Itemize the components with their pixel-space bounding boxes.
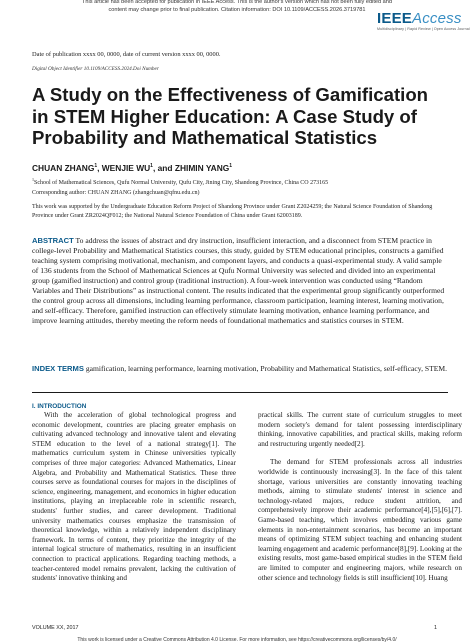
intro-paragraph-continued: practical skills. The current state of curriculum struggles to meet modern society's demand for talent possessing interdisciplinary thinking, innovative capabilities, and practical skills, making reform and restructuring urgently needed[2]. xyxy=(258,411,462,448)
paper-title: A Study on the Effectiveness of Gamification in STEM Higher Education: A Case Study of Probability and Mathematical Statistics xyxy=(32,84,429,148)
logo-ieee: IEEE xyxy=(377,10,412,27)
index-terms-text: gamification, learning performance, learning motivation, Probability and Mathematical Statistics, self-efficacy, STEM. xyxy=(85,364,448,373)
author-1-affil: 1 xyxy=(94,163,98,170)
doi-line: Digital Object Identifier 10.1109/ACCESS.2024.Doi Number xyxy=(32,66,159,72)
section-divider xyxy=(32,392,448,393)
author-1: CHUAN ZHANG xyxy=(32,163,95,173)
index-terms xyxy=(32,364,448,374)
author-2-affil: 1 xyxy=(150,163,153,170)
intro-paragraph-1: With the acceleration of global technological progress and economic development, countries are placing greater emphasis on cultivating advanced technology and innovative talent and elevating STEM education to the level of a national strategy[1]. The mathematics curriculum system in Chinese universities typically comprises of three major categories: Advanced Mathematics, Linear Algebra, and Probability and Mathematical Statistics. These three courses serve as foundational courses for majors in the disciplines of science, engineering, management, and economics in higher education institutions, playing an irreplaceable role in scientific research, students' further studies, and career development. Traditional university mathematics courses emphasize the transmission of theoretical knowledge, within a relatively independent disciplinary framework. In terms of content, they prioritize the integrity of the internal logical structure of mathematics, resulting in an insufficient connection to practical applications. Regarding teaching methods, a teacher-centered model remains prevalent, lacking the cultivation of students' innovative thinking and xyxy=(32,411,236,583)
logo-access: Access xyxy=(411,10,462,27)
footer-volume: VOLUME XX, 2017 xyxy=(32,625,79,631)
affiliation xyxy=(32,177,328,186)
abstract-heading: ABSTRACT xyxy=(32,236,74,245)
author-3-affil: 1 xyxy=(229,163,233,170)
intro-paragraph-2: The demand for STEM professionals across all industries worldwide is continuously increasing[3]. In the face of this talent shortage, various universities are constantly innovating teaching methods, aiming to stimulate students' interest in science and technology-related majors, reduce student attrition, and comprehensively improve their academic performance[4],[5],[6],[7]. Game-based teaching, which involves embedding various game elements in non-entertainment scenarios, has become an important means of optimizing STEM subject teaching and enhancing student learning engagement and academic performance[8],[9]. Looking at the existing results, most game-based empirical studies in the STEM field are limited to computer and engineering majors, while research on other science and technology fields is still insufficient[10]. Huang xyxy=(258,458,462,582)
affiliation-number: 1 xyxy=(32,177,34,182)
abstract xyxy=(32,236,448,326)
author-3: and ZHIMIN YANG xyxy=(157,163,230,173)
funding-statement: This work was supported by the Undergraduate Education Reform Project of Shandong Province under Grant Z2024259; the Natural Science Foundation of Shandong Province under Grant ZR2024QF012; the National Natural Science Foundation of China under Grant 62003189. xyxy=(32,204,433,219)
ieee-access-logo xyxy=(377,10,472,31)
publication-dates: Date of publication xxxx 00, 0000, date of current version xxxx 00, 0000. xyxy=(32,51,221,58)
logo-tagline: Multidisciplinary | Rapid Review | Open Access Journal xyxy=(377,27,470,31)
abstract-text: To address the issues of abstract and dry instruction, insufficient interaction, and a disconnect from STEM practice in college-level Probability and Mathematical Statistics courses, this study, guided by STEM educational principles, constructs a gamified teaching system comprising motivational, mechanism, and component layers, and conducts a quasi-experimental study. A valid sample of 136 students from the School of Mathematical Sciences at Qufu Normal University was selected and divided into an experimental group (gamified instruction) and control group (traditional instruction). A four-week intervention was conducted using “Random Variables and Their Distributions” as instructional content. The results indicated that the experimental group significantly outperformed the control group across all dimensions, including learning performance, classroom participation, learning interest, learning motivation, and self-efficacy. Therefore, gamified instruction can effectively stimulate learning motivation, enhance learning performance, and improve learning attitudes, thereby meeting the reform needs of foundational mathematics and statistics courses in STEM. xyxy=(32,236,445,326)
notice-line-2: content may change prior to final publication. Citation information: DOI 10.1109/ACCESS.2026.3719781 xyxy=(108,7,366,13)
index-terms-heading: INDEX TERMS xyxy=(32,364,84,373)
affiliation-text: School of Mathematical Sciences, Qufu Normal University, Qufu City, Jining City, Shandong Province, China CO 273165 xyxy=(34,180,329,186)
license-notice: This work is licensed under a Creative Commons Attribution 4.0 License. For more information, see https://creativecommons.org/licenses/by/4.0/ xyxy=(77,637,397,643)
footer-page-number: 1 xyxy=(434,625,437,631)
section-heading: I. INTRODUCTION xyxy=(32,403,87,410)
corresponding-author: Corresponding author: CHUAN ZHANG (zhangchuan@qfnu.edu.cn) xyxy=(32,190,200,196)
body-column-left xyxy=(32,411,236,584)
body-column-right xyxy=(258,411,462,583)
notice-line-1: This article has been accepted for publication in IEEE Access. This is the author's version which has not been fully edited and xyxy=(81,0,393,5)
author-list: CHUAN ZHANG$^1$, WENJIE $WU^1$, and ZHIMIN YANG$^1$ xyxy=(32,163,233,173)
author-2: WENJIE WU xyxy=(101,163,151,173)
